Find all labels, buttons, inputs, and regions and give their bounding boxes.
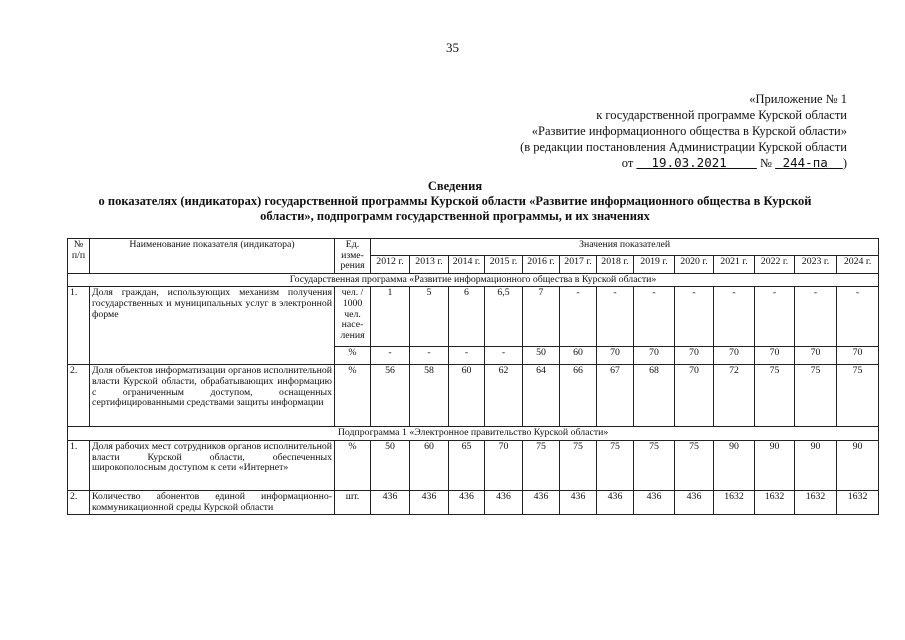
unit-cell: % [335,440,371,490]
value-cell: 70 [634,347,675,365]
unit-cell: шт. [335,490,371,514]
year-header: 2022 г. [755,256,795,273]
value-cell: 66 [560,365,597,427]
value-cell: 67 [597,365,634,427]
col-header-unit: Ед. изме-рения [335,239,371,274]
value-cell: 70 [714,347,755,365]
value-cell: 436 [523,490,560,514]
value-cell: 72 [714,365,755,427]
title-line-1: Сведения [427,179,483,193]
value-cell: 90 [755,440,795,490]
value-cell: 436 [597,490,634,514]
value-cell: - [714,287,755,347]
page-number: 35 [446,40,459,55]
title-line-3: области», подпрограмм государственной программы, и их значениях [260,209,650,223]
decree-from-label: от [621,156,634,170]
value-cell: 75 [597,440,634,490]
value-cell: 436 [410,490,449,514]
table-row [68,490,879,514]
year-header: 2015 г. [485,256,523,273]
value-cell: 436 [485,490,523,514]
indicators-table [67,238,879,515]
year-header: 2021 г. [714,256,755,273]
value-cell: 436 [371,490,410,514]
value-cell: - [485,347,523,365]
year-header: 2016 г. [523,256,560,273]
row-number: 2. [68,365,90,427]
value-cell: 56 [371,365,410,427]
indicator-name: Доля объектов информатизации органов исполнительной власти Курской области, обрабатывающих информацию с ограниченным доступом, оснащенных сертифицированными средствами защиты информации [90,365,335,427]
appendix-header [467,91,847,171]
indicator-name: Доля граждан, использующих механизм получения государственных и муниципальных услуг в электронной форме [90,287,335,365]
value-cell: 64 [523,365,560,427]
indicator-name: Количество абонентов единой информационно-коммуникационной среды Курской области [90,490,335,514]
value-cell: - [795,287,837,347]
value-cell: 50 [523,347,560,365]
value-cell: - [371,347,410,365]
year-header: 2013 г. [410,256,449,273]
value-cell: 75 [795,365,837,427]
value-cell: 60 [560,347,597,365]
section-row-program [68,273,879,287]
value-cell: 6,5 [485,287,523,347]
document-title [60,179,850,224]
year-header: 2017 г. [560,256,597,273]
table-row [68,440,879,490]
decree-number-label: № [760,156,772,170]
value-cell: - [410,347,449,365]
value-cell: 1632 [755,490,795,514]
value-cell: 75 [523,440,560,490]
decree-number: 244-па [782,155,828,170]
value-cell: - [560,287,597,347]
section-heading: Подпрограмма 1 «Электронное правительство Курской области» [68,427,879,441]
value-cell: - [837,287,879,347]
value-cell: 70 [795,347,837,365]
value-cell: 62 [485,365,523,427]
year-header: 2024 г. [837,256,879,273]
value-cell: 5 [410,287,449,347]
value-cell: 70 [755,347,795,365]
value-cell: 70 [837,347,879,365]
year-header: 2019 г. [634,256,675,273]
value-cell: 90 [837,440,879,490]
section-row-subprogram [68,427,879,441]
year-header: 2020 г. [675,256,714,273]
value-cell: 60 [410,440,449,490]
decree-close: ) [842,156,847,170]
appendix-line-2: к государственной программе Курской области [596,108,847,122]
value-cell: 50 [371,440,410,490]
appendix-line-4: (в редакции постановления Администрации Курской области [520,140,847,154]
value-cell: 436 [560,490,597,514]
value-cell: 90 [714,440,755,490]
col-header-values: Значения показателей [371,239,879,256]
value-cell: 436 [675,490,714,514]
value-cell: 75 [675,440,714,490]
value-cell: 1632 [795,490,837,514]
value-cell: 70 [597,347,634,365]
value-cell: 70 [675,347,714,365]
value-cell: 1632 [837,490,879,514]
value-cell: 70 [675,365,714,427]
value-cell: 65 [449,440,485,490]
row-number: 1. [68,440,90,490]
col-header-name: Наименование показателя (индикатора) [90,239,335,274]
value-cell: - [755,287,795,347]
decree-date: 19.03.2021 [651,155,727,170]
value-cell: 75 [755,365,795,427]
value-cell: 60 [449,365,485,427]
value-cell: 7 [523,287,560,347]
value-cell: 68 [634,365,675,427]
table-row [68,287,879,347]
value-cell: 75 [837,365,879,427]
header-row-1 [68,239,879,256]
col-header-num: № п/п [68,239,90,274]
value-cell: 436 [449,490,485,514]
value-cell: - [634,287,675,347]
year-header: 2018 г. [597,256,634,273]
value-cell: 70 [485,440,523,490]
value-cell: 58 [410,365,449,427]
value-cell: - [597,287,634,347]
unit-cell: чел. / 1000 чел. насе-ления [335,287,371,347]
title-line-2: о показателях (индикаторах) государственной программы Курской области «Развитие информационного общества в Курской [98,194,812,208]
value-cell: 6 [449,287,485,347]
value-cell: - [449,347,485,365]
appendix-line-3: «Развитие информационного общества в Курской области» [531,124,847,138]
value-cell: 436 [634,490,675,514]
unit-cell: % [335,347,371,365]
appendix-line-1: «Приложение № 1 [749,92,847,106]
value-cell: 1 [371,287,410,347]
value-cell: 90 [795,440,837,490]
row-number: 1. [68,287,90,365]
unit-cell: % [335,365,371,427]
value-cell: 75 [560,440,597,490]
value-cell: - [675,287,714,347]
row-number: 2. [68,490,90,514]
value-cell: 1632 [714,490,755,514]
year-header: 2014 г. [449,256,485,273]
appendix-decree-line [467,155,847,171]
year-header: 2012 г. [371,256,410,273]
section-heading: Государственная программа «Развитие информационного общества в Курской области» [68,273,879,287]
value-cell: 75 [634,440,675,490]
year-header: 2023 г. [795,256,837,273]
indicator-name: Доля рабочих мест сотрудников органов исполнительной власти Курской области, обеспеченных широкополосным доступом к сети «Интернет» [90,440,335,490]
table-row [68,365,879,427]
